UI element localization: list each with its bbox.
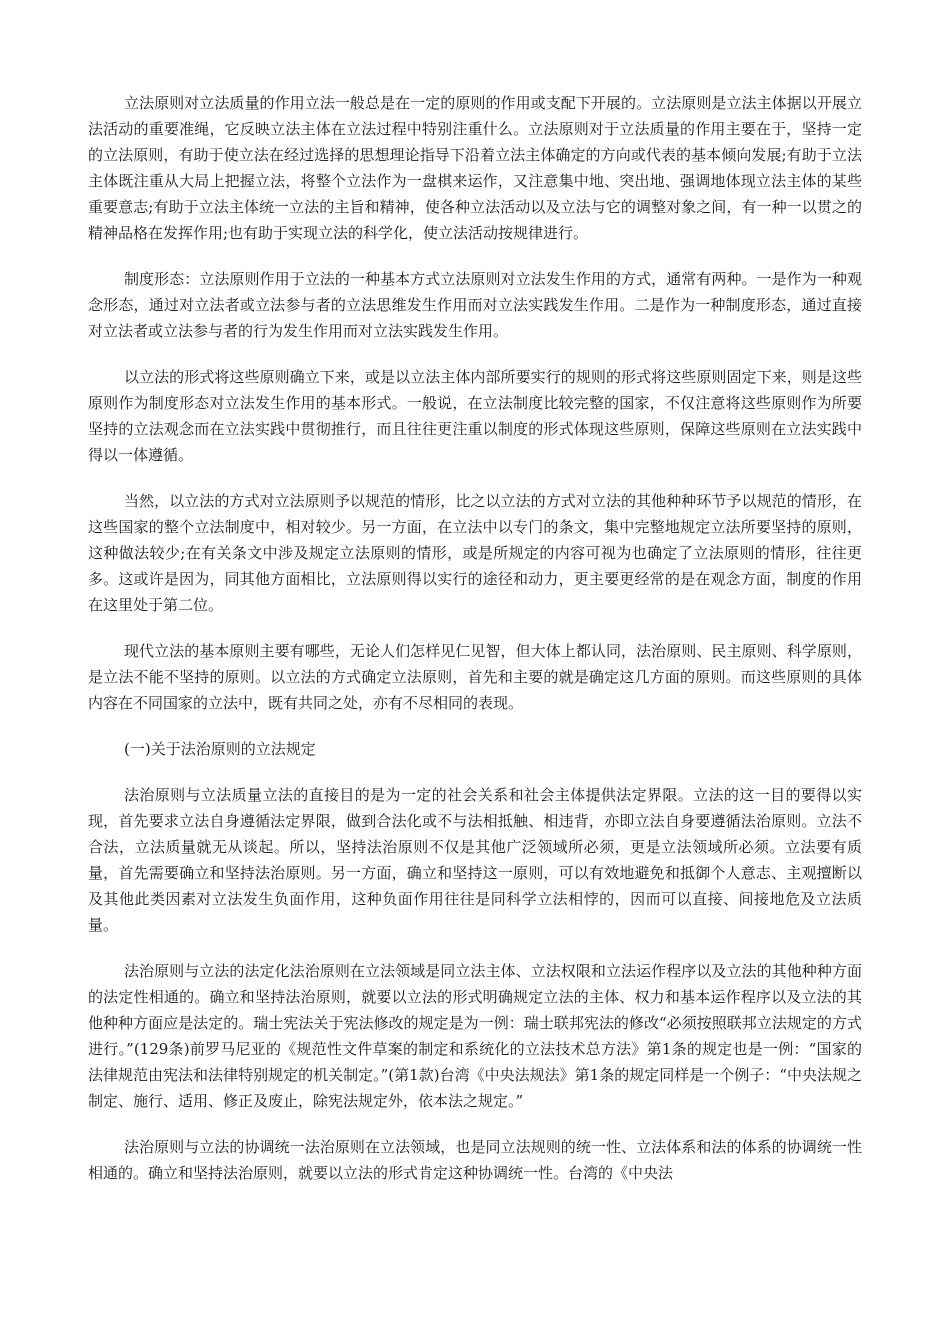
paragraph-rule-of-law-coordination: 法治原则与立法的协调统一法治原则在立法领域，也是同立法规则的统一性、立法体系和法的体系的协调统一性相通的。确立和坚持法治原则，就要以立法的形式肯定这种协调统一性。台湾的《中央法 bbox=[88, 1138, 862, 1182]
section-heading: (一)关于法治原则的立法规定 bbox=[124, 740, 316, 758]
paragraph-of-course: 当然，以立法的方式对立法原则予以规范的情形，比之以立法的方式对立法的其他种种环节予以规范的情形，在这些国家的整个立法制度中，相对较少。另一方面，在立法中以专门的条文，集中完整地规定立法所要坚持的原则，这种做法较少;在有关条文中涉及规定立法原则的情形，或是所规定的内容可视为也确定了立法原则的情形，往往更多。这或许是因为，同其他方面相比，立法原则得以实行的途径和动力，更主要更经常的是在观念方面，制度的作用在这里处于第二位。 bbox=[88, 492, 862, 614]
paragraph-rule-of-law-quality: 法治原则与立法质量立法的直接目的是为一定的社会关系和社会主体提供法定界限。立法的这一目的要得以实现，首先要求立法自身遵循法定界限，做到合法化或不与法相抵触、相违背，亦即立法自身要遵循法治原则。立法不合法，立法质量就无从谈起。所以，坚持法治原则不仅是其他广泛领域所必须，更是立法领域所必须。立法要有质量，首先需要确立和坚持法治原则。另一方面，确立和坚持这一原则，可以有效地避免和抵御个人意志、主观擅断以及其他此类因素对立法发生负面作用，这种负面作用往往是同科学立法相悖的，因而可以直接、间接地危及立法质量。 bbox=[88, 786, 862, 934]
paragraph-basic-principles: 现代立法的基本原则主要有哪些，无论人们怎样见仁见智，但大体上都认同，法治原则、民主原则、科学原则，是立法不能不坚持的原则。以立法的方式确定立法原则，首先和主要的就是确定这几方面的原则。而这些原则的具体内容在不同国家的立法中，既有共同之处，亦有不尽相同的表现。 bbox=[88, 642, 862, 712]
paragraph-rule-of-law-legalization: 法治原则与立法的法定化法治原则在立法领域是同立法主体、立法权限和立法运作程序以及立法的其他种种方面的法定性相通的。确立和坚持法治原则，就要以立法的形式明确规定立法的主体、权力和基本运作程序以及立法的其他种种方面应是法定的。瑞士宪法关于宪法修改的规定是为一例：瑞士联邦宪法的修改“必须按照联邦立法规定的方式进行。”(129条)前罗马尼亚的《规范性文件草案的制定和系统化的立法技术总方法》第1条的规定也是一例：“国家的法律规范由宪法和法律特别规定的机关制定。”(第1款)台湾《中央法规法》第1条的规定同样是一个例子：“中央法规之制定、施行、适用、修正及废止，除宪法规定外，依本法之规定。” bbox=[88, 962, 862, 1110]
paragraph-institutional-form: 制度形态：立法原则作用于立法的一种基本方式立法原则对立法发生作用的方式，通常有两种。一是作为一种观念形态，通过对立法者或立法参与者的立法思维发生作用而对立法实践发生作用。二是作为一种制度形态，通过直接对立法者或立法参与者的行为发生作用而对立法实践发生作用。 bbox=[88, 270, 862, 340]
paragraph-fixing-principles: 以立法的形式将这些原则确立下来，或是以立法主体内部所要实行的规则的形式将这些原则固定下来，则是这些原则作为制度形态对立法发生作用的基本形式。一般说，在立法制度比较完整的国家，不仅注意将这些原则作为所要坚持的立法观念而在立法实践中贯彻推行，而且往往更注重以制度的形式体现这些原则，保障这些原则在立法实践中得以一体遵循。 bbox=[88, 368, 862, 464]
paragraph-legislative-principle-quality: 立法原则对立法质量的作用立法一般总是在一定的原则的作用或支配下开展的。立法原则是立法主体据以开展立法活动的重要准绳，它反映立法主体在立法过程中特别注重什么。立法原则对于立法质量的作用主要在于，坚持一定的立法原则，有助于使立法在经过选择的思想理论指导下沿着立法主体确定的方向或代表的基本倾向发展;有助于立法主体既注重从大局上把握立法，将整个立法作为一盘棋来运作，又注意集中地、突出地、强调地体现立法主体的某些重要意志;有助于立法主体统一立法的主旨和精神，使各种立法活动以及立法与它的调整对象之间，有一种一以贯之的精神品格在发挥作用;也有助于实现立法的科学化，使立法活动按规律进行。 bbox=[88, 94, 862, 242]
document-page bbox=[88, 90, 862, 1206]
